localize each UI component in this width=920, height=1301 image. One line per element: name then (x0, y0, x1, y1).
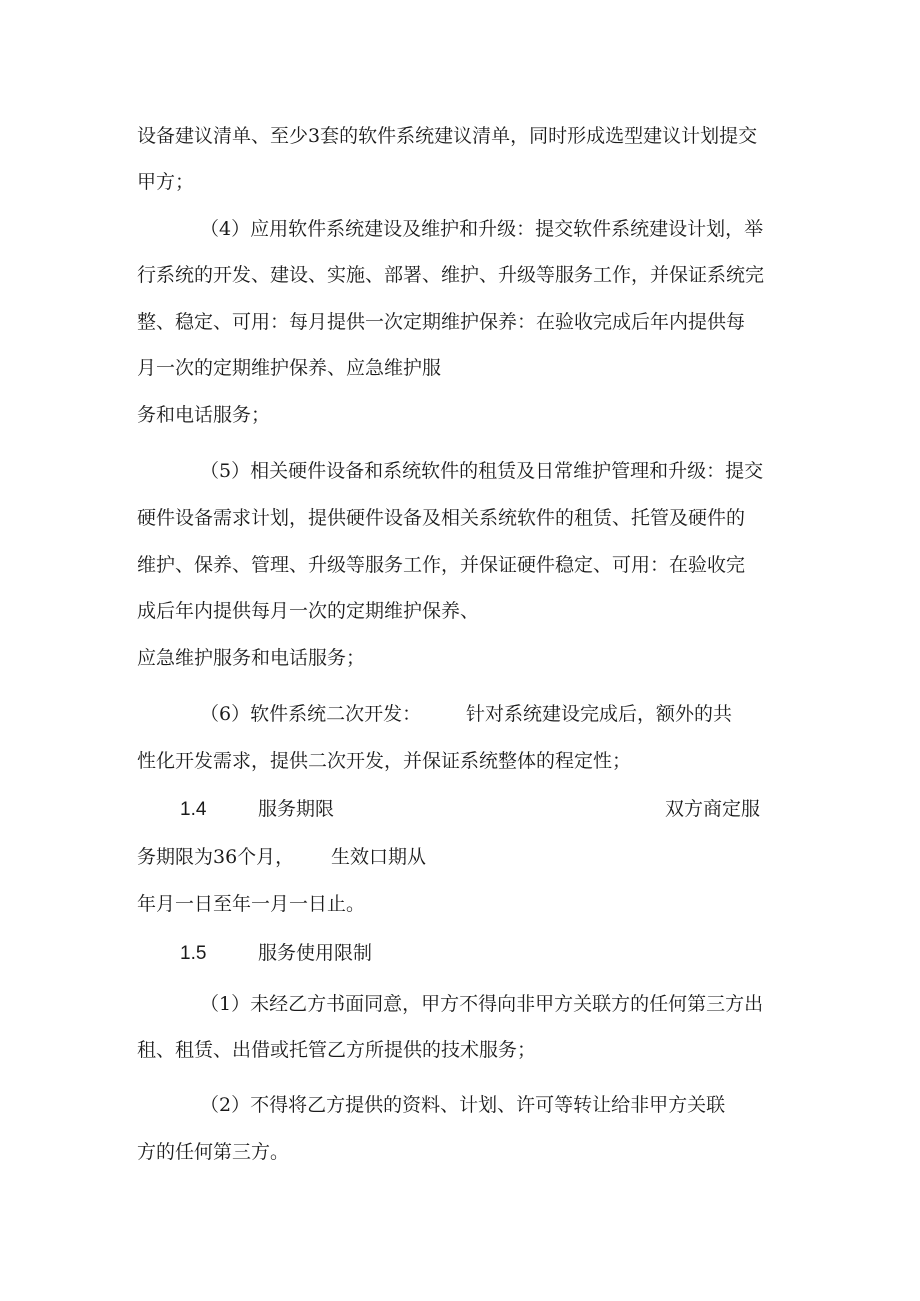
paragraph-line: 务期限为36个月， (137, 846, 295, 868)
paragraph-line: 方的任何第三方。 (137, 1141, 290, 1163)
paragraph-item-6-cont: 针对系统建设完成后，额外的共 (466, 703, 733, 725)
paragraph-line: 生效口期从 (331, 846, 427, 868)
paragraph-item-6: （6）软件系统二次开发： (200, 703, 422, 725)
paragraph-line: 硬件设备需求计划，提供硬件设备及相关系统软件的租赁、托管及硬件的 (137, 507, 746, 529)
paragraph-line: 行系统的开发、建设、实施、部署、维护、升级等服务工作，并保证系统完 (137, 264, 765, 286)
paragraph-line: 维护、保养、管理、升级等服务工作，并保证硬件稳定、可用：在验收完 (137, 554, 746, 576)
paragraph-line: 甲方； (137, 171, 195, 193)
paragraph-line: 年月一日至年一月一日止。 (137, 893, 366, 915)
paragraph-item-2: （2）不得将乙方提供的资料、计划、许可等转让给非甲方关联 (200, 1094, 726, 1116)
section-title: 服务使用限制 (258, 942, 373, 964)
paragraph-line: 成后年内提供每月一次的定期维护保养、 (137, 600, 480, 622)
section-title: 服务期限 (258, 798, 335, 820)
paragraph-line: 月一次的定期维护保养、应急维护服 (137, 357, 442, 379)
paragraph-line: 双方商定服 (665, 798, 761, 820)
paragraph-line: 应急维护服务和电话服务； (137, 647, 366, 669)
paragraph-line: 设备建议清单、至少3套的软件系统建议清单，同时形成选型建议计划提交 (137, 125, 758, 147)
paragraph-line: 租、租赁、出借或托管乙方所提供的技术服务； (137, 1039, 537, 1061)
paragraph-line: 整、稳定、可用：每月提供一次定期维护保养：在验收完成后年内提供每 (137, 311, 746, 333)
paragraph-item-5: （5）相关硬件设备和系统软件的租赁及日常维护管理和升级：提交 (200, 460, 764, 482)
paragraph-line: 性化开发需求，提供二次开发，并保证系统整体的程定性； (137, 750, 632, 772)
paragraph-item-1: （1）未经乙方书面同意，甲方不得向非甲方关联方的任何第三方出 (200, 993, 764, 1015)
section-number: 1.4 (180, 799, 207, 820)
paragraph-item-4: （4）应用软件系统建设及维护和升级：提交软件系统建设计划，举 (200, 218, 764, 240)
section-number: 1.5 (180, 943, 207, 964)
paragraph-line: 务和电话服务； (137, 404, 271, 426)
